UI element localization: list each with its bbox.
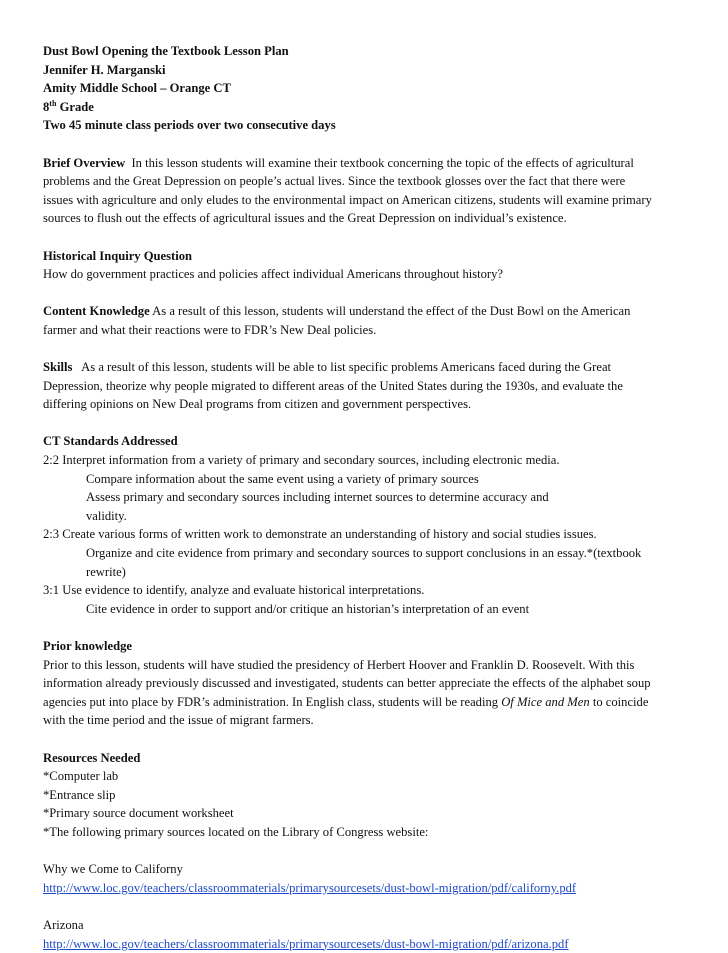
resource-item: *Computer lab: [43, 769, 119, 784]
grade-ordinal-suffix: th: [49, 98, 57, 108]
skills-text: As a result of this lesson, students will be able to list specific problems Americans faced during the Great: [81, 360, 612, 375]
prior-knowledge-fragment: to coincide: [589, 694, 649, 709]
book-title: Of Mice and Men: [501, 694, 590, 709]
prior-knowledge-text: [43, 693, 693, 712]
standard-2-3-item: Organize and cite evidence from primary and secondary sources to support conclusions in an essay.*(textbook: [86, 546, 642, 561]
standard-2-2-item: Assess primary and secondary sources including internet sources to determine accuracy and: [86, 490, 549, 505]
content-knowledge-text: As a result of this lesson, students will understand the effect of the Dust Bowl on the American: [152, 304, 631, 319]
skills-heading: Skills: [43, 360, 73, 375]
prior-knowledge-text: Prior to this lesson, students will have studied the presidency of Herbert Hoover and Franklin D. Roosevelt. With this: [43, 657, 635, 672]
source-title: Arizona: [43, 917, 84, 932]
standard-2-2: 2:2 Interpret information from a variety of primary and secondary sources, including electronic media.: [43, 453, 560, 468]
inquiry-question-heading: Historical Inquiry Question: [43, 248, 193, 263]
source-title: Why we Come to Californy: [43, 862, 183, 877]
document-title: Dust Bowl Opening the Textbook Lesson Plan: [43, 44, 289, 58]
standards-heading: CT Standards Addressed: [43, 434, 178, 449]
brief-overview-line: [43, 154, 693, 173]
school-name: Amity Middle School – Orange CT: [43, 81, 231, 96]
lesson-plan-document: [43, 42, 693, 953]
content-knowledge-text: farmer and what their reactions were to FDR’s New Deal policies.: [43, 322, 377, 337]
prior-knowledge-fragment: agencies put into place by FDR’s administration. In English class, students will be reading: [43, 694, 502, 709]
standard-2-3-item: rewrite): [86, 564, 126, 579]
author-name: Jennifer H. Marganski: [43, 62, 166, 77]
content-knowledge-line: [43, 302, 693, 321]
grade-level: [43, 98, 693, 117]
class-periods: Two 45 minute class periods over two consecutive days: [43, 118, 336, 133]
inquiry-question-text: How do government practices and policies affect individual Americans throughout history?: [43, 267, 504, 282]
standard-2-2-item: validity.: [86, 508, 127, 523]
source-link-californy[interactable]: http://www.loc.gov/teachers/classroommaterials/primarysourcesets/dust-bowl-migration/pdf/californy.pdf: [43, 880, 577, 895]
skills-text: differing opinions on New Deal programs from citizen and government perspectives.: [43, 397, 472, 412]
brief-overview-text: In this lesson students will examine their textbook concerning the topic of the effects of agricultural: [131, 155, 634, 170]
brief-overview-text: issues with agriculture and only eludes to the environmental impact on American citizens, students will examine primary: [43, 192, 652, 207]
resource-item: *Entrance slip: [43, 787, 116, 802]
standard-3-1: 3:1 Use evidence to identify, analyze and evaluate historical interpretations.: [43, 583, 425, 598]
resource-item: *Primary source document worksheet: [43, 806, 234, 821]
grade-number: 8: [43, 99, 50, 114]
skills-line: [43, 358, 693, 377]
grade-word: Grade: [59, 99, 94, 114]
resource-item: *The following primary sources located on the Library of Congress website:: [43, 824, 429, 839]
source-link-arizona[interactable]: http://www.loc.gov/teachers/classroommaterials/primarysourcesets/dust-bowl-migration/pdf/arizona.pdf: [43, 936, 569, 951]
standard-3-1-item: Cite evidence in order to support and/or critique an historian’s interpretation of an event: [86, 601, 530, 616]
resources-heading: Resources Needed: [43, 750, 141, 765]
prior-knowledge-text: with the time period and the issue of migrant farmers.: [43, 713, 314, 728]
content-knowledge-heading: Content Knowledge: [43, 304, 150, 319]
brief-overview-text: problems and the Great Depression on people’s actual lives. Since the textbook glosses over the fact that there were: [43, 174, 626, 189]
skills-text: Depression, theorize why people migrated to different areas of the United States during the 1930s, and evaluate the: [43, 378, 623, 393]
prior-knowledge-text: information already previously discussed and investigated, students can better appreciate the effects of the alphabet soup: [43, 676, 651, 691]
brief-overview-heading: Brief Overview: [43, 155, 126, 170]
standard-2-2-item: Compare information about the same event using a variety of primary sources: [86, 471, 479, 486]
standard-2-3: 2:3 Create various forms of written work to demonstrate an understanding of history and social studies issues.: [43, 527, 597, 542]
brief-overview-text: sources to flush out the effects of agricultural issues and the Great Depression on individual’s existence.: [43, 211, 567, 226]
prior-knowledge-heading: Prior knowledge: [43, 639, 132, 653]
